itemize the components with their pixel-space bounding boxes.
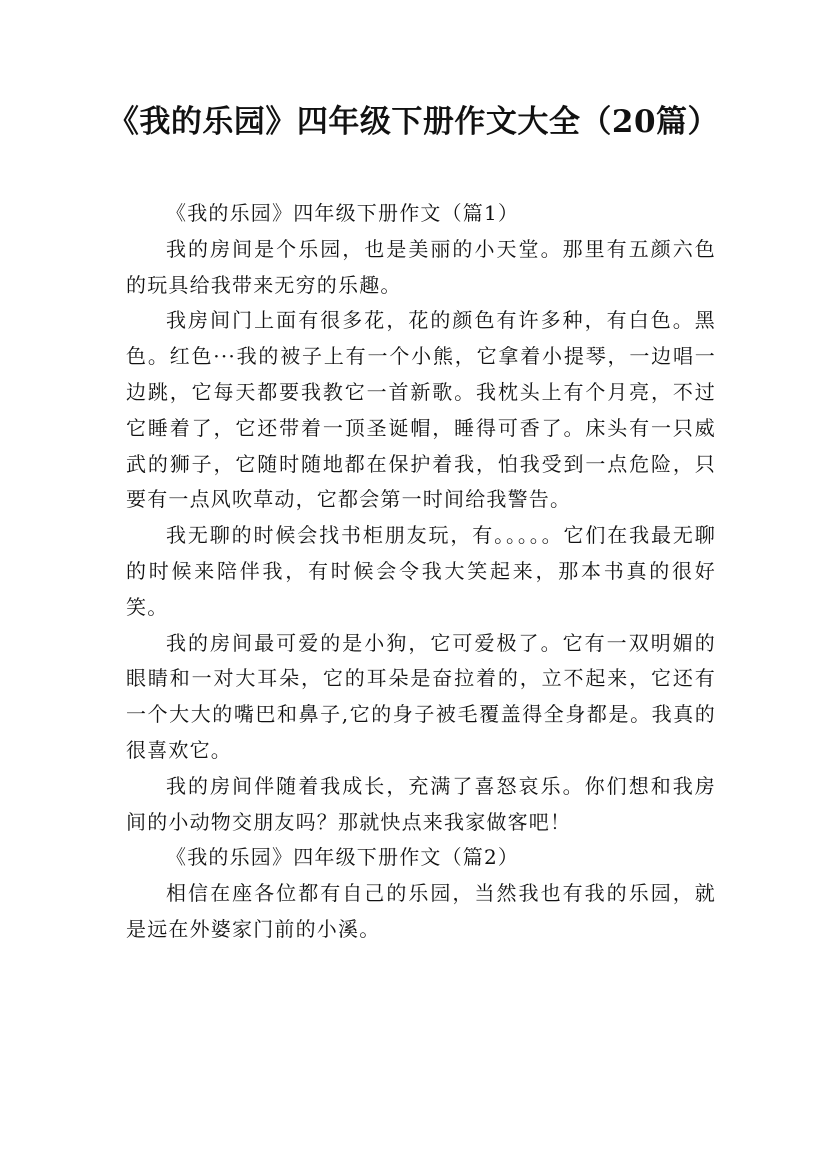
paragraph: 我房间门上面有很多花，花的颜色有许多种，有白色。黑色。红色···我的被子上有一个小熊，它拿着小提琴，一边唱一边跳，它每天都要我教它一首新歌。我枕头上有个月亮，不过它睡着了，它还带着一顶圣诞帽，睡得可香了。床头有一只威武的狮子，它随时随地都在保护着我，怕我受到一点危险，只要有一点风吹草动，它都会第一时间给我警告。 <box>126 308 716 512</box>
section-heading: 《我的乐园》四年级下册作文（篇2） <box>166 845 520 870</box>
paragraph: 我无聊的时候会找书柜朋友玩，有。。。。。它们在我最无聊的时候来陪伴我，有时候会令我大笑起来，那本书真的很好笑。 <box>126 523 716 619</box>
paragraph: 我的房间是个乐园，也是美丽的小天堂。那里有五颜六色的玩具给我带来无穷的乐趣。 <box>126 236 716 297</box>
paragraph: 我的房间伴随着我成长，充满了喜怒哀乐。你们想和我房间的小动物交朋友吗？那就快点来我家做客吧！ <box>126 773 716 834</box>
paragraph: 相信在座各位都有自己的乐园，当然我也有我的乐园，就是远在外婆家门前的小溪。 <box>126 881 716 941</box>
document-title: 《我的乐园》四年级下册作文大全（20篇） <box>107 104 720 140</box>
paragraph: 我的房间最可爱的是小狗，它可爱极了。它有一双明媚的眼睛和一对大耳朵，它的耳朵是奋拉着的，立不起来，它还有一个大大的嘴巴和鼻子,它的身子被毛覆盖得全身都是。我真的很喜欢它。 <box>126 630 716 762</box>
document-body <box>126 196 716 948</box>
section-heading: 《我的乐园》四年级下册作文（篇1） <box>166 201 520 225</box>
